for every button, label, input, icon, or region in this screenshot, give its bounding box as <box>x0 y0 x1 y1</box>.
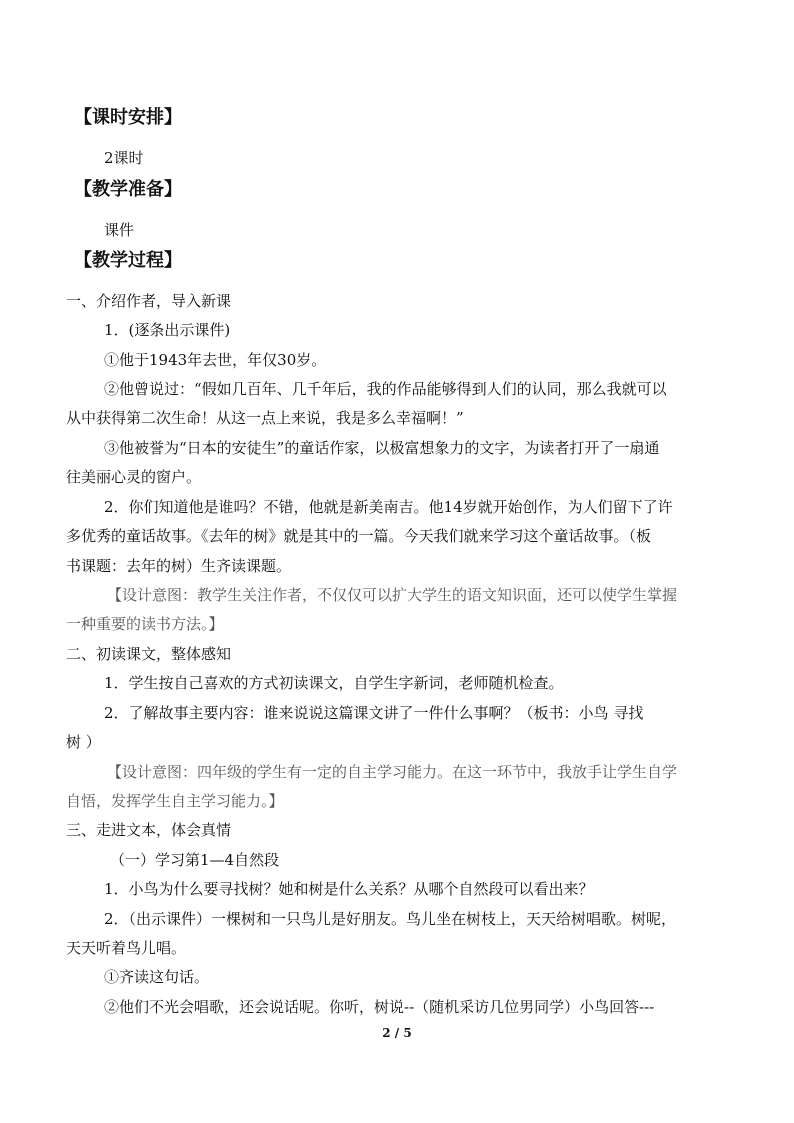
part1-design-line2: 一种重要的读书方法。】 <box>66 615 224 633</box>
part1-item2-line2: 从中获得第二次生命！从这一点上来说，我是多么幸福啊！” <box>66 409 464 427</box>
part1-step2-line3: 书课题：去年的树）生齐读课题。 <box>66 557 292 575</box>
part1-title: 一、介绍作者，导入新课 <box>66 292 232 310</box>
part3-title: 三、走进文本，体会真情 <box>66 821 232 839</box>
heading-prep: 【教学准备】 <box>74 179 182 200</box>
part2-step2-line1: 2．了解故事主要内容：谁来说说这篇课文讲了一件什么事啊？（板书：小鸟 寻找 <box>104 704 644 722</box>
heading-schedule: 【课时安排】 <box>74 107 182 128</box>
part3-i2: ②他们不光会唱歌，还会说话呢。你听，树说--（随机采访几位男同学）小鸟回答--- <box>104 998 655 1016</box>
part1-item3-line2: 往美丽心灵的窗户。 <box>66 468 202 486</box>
part1-step2-line2: 多优秀的童话故事。《去年的树》就是其中的一篇。今天我们就来学习这个童话故事。（板 <box>66 527 652 545</box>
part1-step1: 1．(逐条出示课件) <box>104 321 231 339</box>
part2-design-line2: 自悟，发挥学生自主学习能力。】 <box>66 792 284 810</box>
part2-design-line1: 【设计意图：四年级的学生有一定的自主学习能力。在这一环节中，我放手让学生自学 <box>107 763 678 781</box>
part3-i1: ①齐读这句话。 <box>104 968 210 986</box>
part1-step2-line1: 2．你们知道他是谁吗？不错，他就是新美南吉。他14岁就开始创作，为人们留下了许 <box>104 498 673 516</box>
part1-item1: ①他于1943年去世，年仅30岁。 <box>104 351 327 369</box>
part3-q2-line2: 天天听着鸟儿唱。 <box>66 939 187 957</box>
part1-item3-line1: ③他被誉为“日本的安徒生”的童话作家，以极富想象力的文字，为读者打开了一扇通 <box>104 439 660 457</box>
part2-step2-line2: 树 ） <box>66 733 101 751</box>
part2-title: 二、初读课文，整体感知 <box>66 645 232 663</box>
heading-process: 【教学过程】 <box>74 250 182 271</box>
schedule-value: 2课时 <box>104 149 144 167</box>
part1-item2-line1: ②他曾说过：“假如几百年、几千年后，我的作品能够得到人们的认同，那么我就可以 <box>104 380 667 398</box>
part1-design-line1: 【设计意图：教学生关注作者，不仅仅可以扩大学生的语文知识面，还可以使学生掌握 <box>107 586 678 604</box>
part3-sub1: （一）学习第1—4自然段 <box>110 851 280 869</box>
prep-value: 课件 <box>104 221 135 239</box>
part3-q2-line1: 2．（出示课件）一棵树和一只鸟儿是好朋友。鸟儿坐在树枝上，天天给树唱歌。树呢， <box>104 910 677 928</box>
part2-step1: 1．学生按自己喜欢的方式初读课文，自学生字新词，老师随机检查。 <box>104 674 564 692</box>
page-number: 2 / 5 <box>382 1026 412 1040</box>
part3-q1: 1．小鸟为什么要寻找树？她和树是什么关系？从哪个自然段可以看出来？ <box>104 880 594 898</box>
